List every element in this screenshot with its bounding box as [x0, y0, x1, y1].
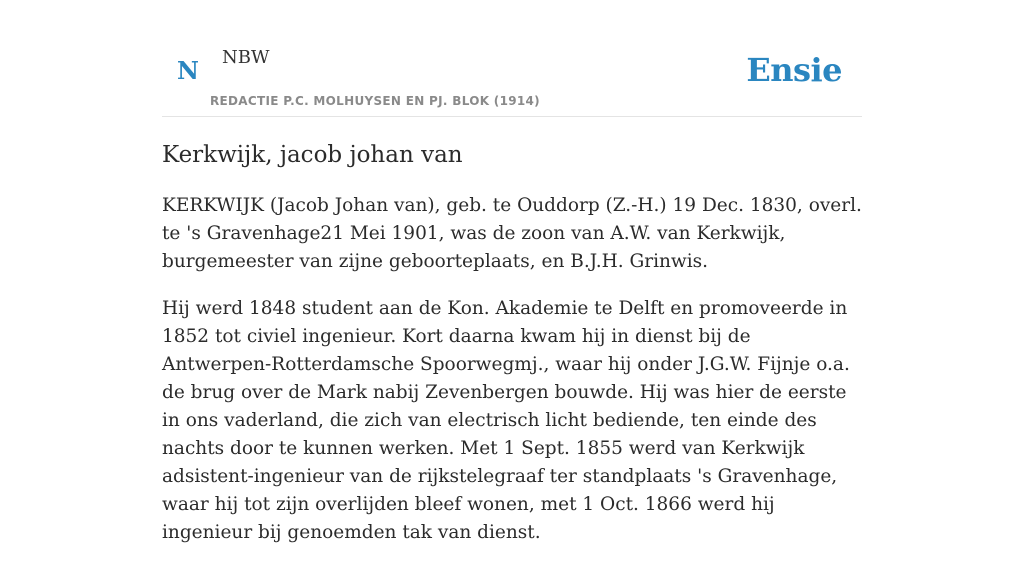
header [162, 0, 862, 117]
source-name[interactable]: NBW [222, 47, 270, 68]
entry-paragraph: Hij werd 1848 student aan de Kon. Akademie te Delft en promoveerde in 1852 tot civiel ingenieur. Kort daarna kwam hij in dienst bij de Antwerpen-Rotterdamsche Spoorwegmj., waar hij onder J.G.W. Fijnje o.a. de brug over de Mark nabij Zevenbergen bouwde. Hij was hier de eerste in ons vaderland, die zich van electrisch licht bediende, ten einde des nachts door te kunnen werken. Met 1 Sept. 1855 werd van Kerkwijk adsistent-ingenieur van de rijkstelegraaf ter standplaats 's Gravenhage, waar hij tot zijn overlijden bleef wonen, met 1 Oct. 1866 werd hij ingenieur bij genoemden tak van dienst. [162, 298, 850, 543]
entry-paragraph: KERKWIJK (Jacob Johan van), geb. te Ouddorp (Z.-H.) 19 Dec. 1830, overl. te 's Gravenhage21 Mei 1901, was de zoon van A.W. van Kerkwijk, burgemeester van zijne geboorteplaats, en B.J.H. Grinwis. [162, 195, 862, 272]
source-logo[interactable]: N [177, 56, 199, 85]
entry-body [162, 192, 862, 566]
brand-logo[interactable]: Ensie [746, 51, 842, 89]
source-editor: REDACTIE P.C. MOLHUYSEN EN PJ. BLOK (1914) [210, 94, 540, 108]
page [162, 0, 862, 543]
entry-title: Kerkwijk, jacob johan van [162, 142, 463, 168]
